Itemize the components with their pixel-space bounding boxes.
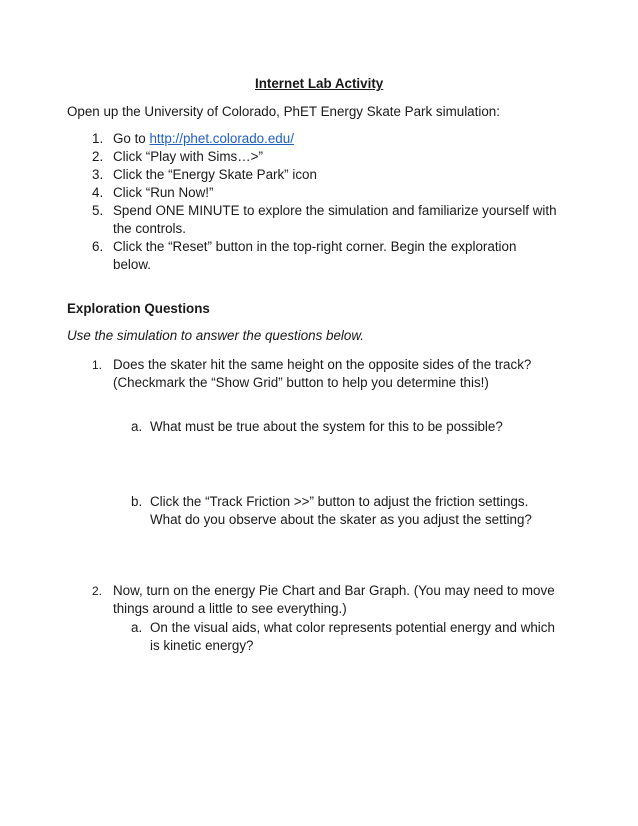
step-6-line-2: below. [113,257,151,272]
step-2: Click “Play with Sims…>” [113,149,263,164]
question-2-line-2: things around a little to see everything.) [113,601,347,616]
step-number: 3. [92,167,104,182]
question-1a: What must be true about the system for this to be possible? [150,419,503,434]
phet-link[interactable]: http://phet.colorado.edu/ [149,131,294,146]
sub-question-letter: a. [131,620,143,635]
step-1 [113,130,294,148]
question-1b-line-2: What do you observe about the skater as you adjust the setting? [150,512,532,527]
step-4: Click “Run Now!” [113,185,214,200]
sub-question-letter: b. [131,494,143,509]
sub-question-letter: a. [131,419,143,434]
step-number: 4. [92,185,104,200]
step-number: 6. [92,239,104,254]
question-1-line-2: (Checkmark the “Show Grid” button to help you determine this!) [113,375,489,390]
page-title: Internet Lab Activity [255,76,384,91]
question-number: 2. [92,584,103,598]
step-6-line-1: Click the “Reset” button in the top-right corner. Begin the exploration [113,239,517,254]
question-number: 1. [92,358,103,372]
step-5-line-2: the controls. [113,221,186,236]
question-1b-line-1: Click the “Track Friction >>” button to adjust the friction settings. [150,494,529,509]
intro-text: Open up the University of Colorado, PhET Energy Skate Park simulation: [67,104,500,119]
step-number: 5. [92,203,104,218]
question-2-line-1: Now, turn on the energy Pie Chart and Bar Graph. (You may need to move [113,583,555,598]
step-3: Click the “Energy Skate Park” icon [113,167,317,182]
step-number: 1. [92,131,104,146]
exploration-instruction: Use the simulation to answer the questions below. [67,328,364,343]
question-1-line-1: Does the skater hit the same height on the opposite sides of the track? [113,357,532,372]
question-2a-line-1: On the visual aids, what color represents potential energy and which [150,620,555,635]
question-2a-line-2: is kinetic energy? [150,638,254,653]
step-1-prefix: Go to [113,131,150,146]
exploration-heading: Exploration Questions [67,301,210,316]
step-number: 2. [92,149,104,164]
step-5-line-1: Spend ONE MINUTE to explore the simulation and familiarize yourself with [113,203,557,218]
